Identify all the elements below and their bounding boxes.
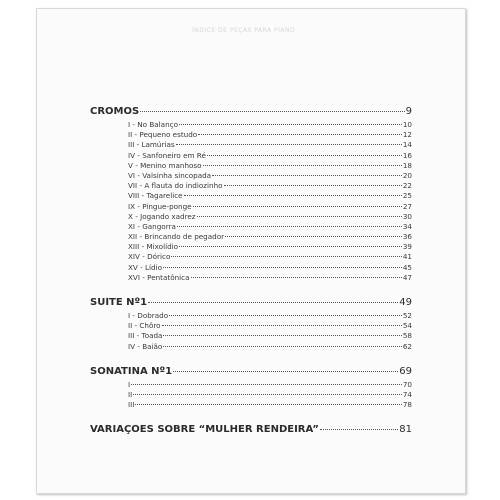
section-title: SONATINA Nº1 (90, 365, 173, 377)
toc-entry (90, 202, 412, 212)
entry-page-number: 20 (402, 170, 412, 180)
section-page-number: 49 (399, 297, 412, 308)
entry-page-number: 41 (402, 252, 412, 262)
dot-leader (184, 195, 402, 196)
toc-section (90, 424, 412, 438)
toc-entry (90, 342, 412, 352)
toc-section-heading (90, 297, 412, 311)
dot-leader (171, 256, 401, 257)
entry-page-number: 22 (402, 181, 412, 191)
toc-entry (90, 273, 412, 283)
toc-entry (90, 321, 412, 331)
toc-entry (90, 400, 412, 410)
entry-title: V - Menino manhoso (128, 160, 202, 170)
dot-leader (173, 371, 398, 372)
entry-page-number: 52 (402, 311, 412, 320)
entry-title: XV - Lídio (128, 262, 162, 272)
entry-title: IV - Sanfoneiro em Ré (128, 150, 206, 160)
dot-leader (140, 111, 404, 112)
dot-leader (163, 346, 402, 347)
toc-entry (90, 311, 412, 321)
entry-title: IX - Pingue-ponge (128, 201, 192, 211)
toc-entry (90, 232, 412, 242)
entry-page-number: 16 (402, 150, 412, 160)
entry-page-number: 54 (402, 321, 412, 331)
dot-leader (133, 394, 402, 395)
section-page-number: 69 (399, 365, 412, 377)
entry-title: VI - Valsinha sincopada (128, 170, 212, 180)
toc-entry (90, 191, 412, 201)
entry-title: XI - Gangorra (128, 221, 176, 231)
toc-entry (90, 380, 412, 390)
toc-entry (90, 140, 412, 150)
entry-title: II - Pequeno estudo (128, 130, 198, 140)
entry-page-number: 30 (402, 211, 412, 221)
entry-title: XIV - Dórico (128, 252, 171, 262)
entry-page-number: 70 (402, 379, 412, 389)
dot-leader (179, 246, 402, 247)
entry-page-number: 27 (402, 201, 412, 211)
entry-page-number: 78 (402, 400, 412, 410)
toc-section (90, 106, 412, 283)
entry-page-number: 62 (402, 341, 412, 351)
faint-page-header: ÍNDICE DE PEÇAS PARA PIANO (192, 27, 296, 34)
entry-title: XII - Brincando de pegador (128, 232, 225, 242)
toc-entry (90, 161, 412, 171)
toc-entry (90, 181, 412, 191)
entry-title: VIII - Tagarelice (128, 191, 183, 201)
dot-leader (148, 302, 398, 303)
dot-leader (163, 335, 401, 336)
section-page-number: 9 (405, 106, 412, 117)
toc-section (90, 366, 412, 411)
dot-leader (191, 277, 402, 278)
entry-page-number: 45 (402, 262, 412, 272)
entry-page-number: 18 (402, 160, 412, 170)
entry-page-number: 25 (402, 191, 412, 201)
entry-page-number: 47 (402, 272, 412, 282)
dot-leader (320, 429, 398, 430)
toc-entry (90, 222, 412, 232)
section-page-number: 81 (399, 424, 412, 436)
dot-leader (131, 384, 402, 385)
table-of-contents (90, 106, 412, 452)
entry-title: I - No Balanço (128, 120, 178, 129)
toc-entry (90, 331, 412, 341)
dot-leader (162, 325, 402, 326)
dot-leader (177, 226, 402, 227)
toc-entry (90, 252, 412, 262)
entry-page-number: 74 (402, 389, 412, 399)
toc-entry (90, 212, 412, 222)
entry-title: XIII - Mixolídio (128, 242, 179, 252)
entry-page-number: 12 (402, 130, 412, 140)
dot-leader (179, 124, 402, 125)
dot-leader (163, 267, 402, 268)
section-title: VARIAÇÕES SOBRE “MULHER RENDEIRA” (90, 424, 319, 436)
entry-page-number: 58 (402, 331, 412, 341)
entry-title: IV - Baião (128, 341, 163, 351)
section-title: SUÍTE Nº1 (90, 297, 148, 308)
toc-section-heading (90, 424, 412, 438)
toc-entry (90, 151, 412, 161)
section-title: CROMOS (90, 106, 140, 117)
dot-leader (203, 165, 402, 166)
entry-title: X - Jogando xadrez (128, 211, 196, 221)
toc-section-heading (90, 366, 412, 380)
dot-leader (224, 185, 402, 186)
dot-leader (176, 144, 402, 145)
dot-leader (193, 206, 402, 207)
toc-section-heading (90, 106, 412, 120)
toc-entry (90, 263, 412, 273)
dot-leader (207, 155, 402, 156)
toc-entry (90, 171, 412, 181)
dot-leader (135, 404, 401, 405)
dot-leader (198, 134, 402, 135)
dot-leader (225, 236, 402, 237)
entry-title: XVI - Pentatônica (128, 272, 190, 282)
entry-page-number: 36 (402, 232, 412, 242)
entry-title: III (128, 400, 135, 410)
dot-leader (169, 315, 402, 316)
entry-title: I (128, 379, 131, 389)
toc-entry (90, 390, 412, 400)
entry-page-number: 10 (402, 120, 412, 129)
dot-leader (212, 175, 402, 176)
entry-title: III - Toada (128, 331, 163, 341)
entry-page-number: 14 (402, 140, 412, 150)
entry-title: II - Chôro (128, 321, 161, 331)
entry-page-number: 39 (402, 242, 412, 252)
toc-entry (90, 242, 412, 252)
toc-entry (90, 120, 412, 130)
entry-page-number: 34 (402, 221, 412, 231)
dot-leader (197, 216, 402, 217)
toc-section (90, 297, 412, 352)
entry-title: III - Lamúrias (128, 140, 175, 150)
entry-title: I - Dobrado (128, 311, 169, 320)
entry-title: VII - A flauta do indiozinho (128, 181, 223, 191)
entry-title: II (128, 389, 133, 399)
toc-entry (90, 130, 412, 140)
